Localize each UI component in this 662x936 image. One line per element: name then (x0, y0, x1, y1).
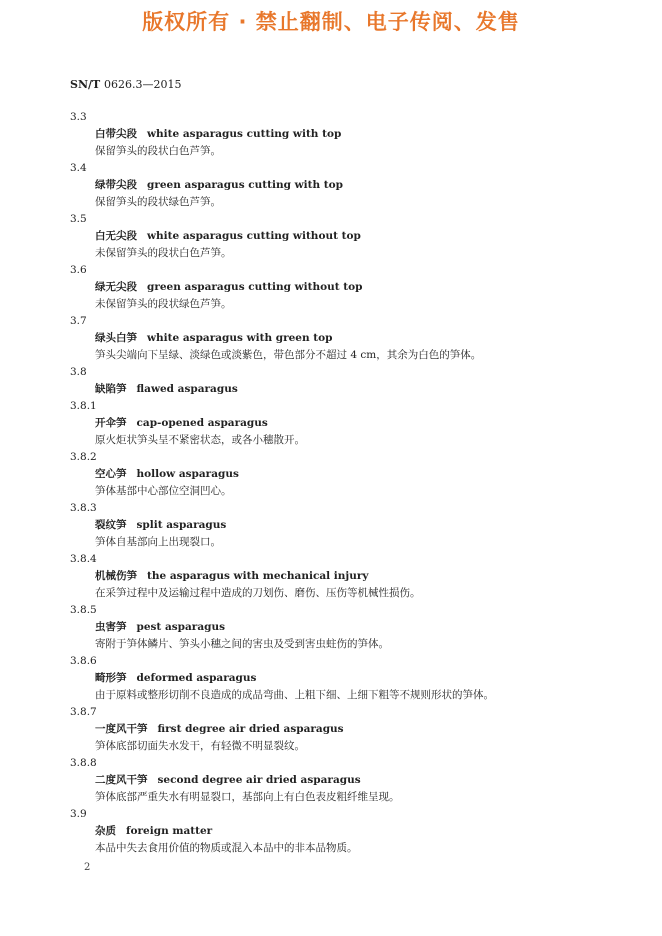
term-chinese: 一度风干笋 (95, 723, 148, 735)
term-english: deformed asparagus (136, 672, 257, 684)
term-number: 3.4 (70, 162, 87, 174)
term-heading (95, 772, 630, 789)
term-heading (95, 823, 630, 840)
term-english: white asparagus cutting with top (147, 128, 342, 140)
term-definition: 笋体底部切面失水发干，有轻微不明显裂纹。 (95, 740, 305, 752)
term-entry (70, 364, 630, 398)
term-english: white asparagus cutting without top (147, 230, 361, 242)
term-chinese: 杂质 (95, 825, 116, 837)
term-definition: 未保留笋头的段状绿色芦笋。 (95, 298, 232, 310)
term-chinese: 空心笋 (95, 468, 127, 480)
term-heading (95, 619, 630, 636)
term-heading (95, 721, 630, 738)
term-entry (70, 755, 630, 806)
term-chinese: 白带尖段 (95, 128, 137, 140)
term-entry (70, 109, 630, 160)
term-chinese: 畸形笋 (95, 672, 127, 684)
term-heading (95, 568, 630, 585)
term-number: 3.7 (70, 315, 87, 327)
terms-list (70, 109, 630, 857)
term-english: green asparagus cutting without top (147, 281, 363, 293)
term-number: 3.9 (70, 808, 87, 820)
term-definition: 笋体基部中心部位空洞凹心。 (95, 485, 232, 497)
term-definition: 笋体底部严重失水有明显裂口，基部向上有白色表皮粗纤维呈现。 (95, 791, 400, 803)
term-chinese: 二度风干笋 (95, 774, 148, 786)
term-chinese: 开伞笋 (95, 417, 127, 429)
standard-number: 0626.3—2015 (104, 78, 182, 91)
term-number: 3.8 (70, 366, 87, 378)
term-definition: 在采笋过程中及运输过程中造成的刀划伤、磨伤、压伤等机械性损伤。 (95, 587, 421, 599)
term-entry (70, 704, 630, 755)
term-chinese: 机械伤笋 (95, 570, 137, 582)
term-chinese: 绿无尖段 (95, 281, 137, 293)
term-chinese: 虫害笋 (95, 621, 127, 633)
term-chinese: 白无尖段 (95, 230, 137, 242)
term-definition: 保留笋头的段状绿色芦笋。 (95, 196, 221, 208)
term-heading (95, 466, 630, 483)
term-number: 3.8.5 (70, 604, 97, 616)
term-english: hollow asparagus (136, 468, 239, 480)
term-definition: 寄附于笋体鳞片、笋头小穗之间的害虫及受到害虫蛀伤的笋体。 (95, 638, 389, 650)
term-english: cap-opened asparagus (136, 417, 268, 429)
term-english: foreign matter (126, 825, 213, 837)
term-entry (70, 449, 630, 500)
term-definition: 由于原料或整形切削不良造成的成品弯曲、上粗下细、上细下粗等不规则形状的笋体。 (95, 689, 494, 701)
term-entry (70, 653, 630, 704)
term-english: pest asparagus (136, 621, 226, 633)
term-entry (70, 398, 630, 449)
term-english: white asparagus with green top (147, 332, 333, 344)
term-entry (70, 313, 630, 364)
term-number: 3.3 (70, 111, 87, 123)
term-entry (70, 602, 630, 653)
term-heading (95, 415, 630, 432)
term-chinese: 绿带尖段 (95, 179, 137, 191)
copyright-watermark: 版权所有 · 禁止翻制、电子传阅、发售 (142, 10, 520, 34)
term-entry (70, 160, 630, 211)
term-heading (95, 228, 630, 245)
standard-code-header (70, 78, 182, 91)
term-entry (70, 551, 630, 602)
term-heading (95, 126, 630, 143)
term-chinese: 绿头白笋 (95, 332, 137, 344)
term-chinese: 裂纹笋 (95, 519, 127, 531)
term-heading (95, 517, 630, 534)
term-english: the asparagus with mechanical injury (147, 570, 369, 582)
term-definition: 本品中失去食用价值的物质或混入本品中的非本品物质。 (95, 842, 358, 854)
term-definition: 未保留笋头的段状白色芦笋。 (95, 247, 232, 259)
term-definition: 笋体自基部向上出现裂口。 (95, 536, 221, 548)
page-number: 2 (84, 862, 91, 873)
term-entry (70, 211, 630, 262)
term-number: 3.8.3 (70, 502, 97, 514)
term-heading (95, 177, 630, 194)
term-definition: 原火炬状笋头呈不紧密状态，或各小穗散开。 (95, 434, 305, 446)
term-definition: 笋头尖端向下呈绿、淡绿色或淡紫色，带色部分不超过 4 cm，其余为白色的笋体。 (95, 349, 482, 361)
term-entry (70, 262, 630, 313)
term-number: 3.6 (70, 264, 87, 276)
term-english: first degree air dried asparagus (157, 723, 344, 735)
term-heading (95, 279, 630, 296)
term-english: flawed asparagus (136, 383, 238, 395)
term-entry (70, 500, 630, 551)
term-number: 3.8.6 (70, 655, 97, 667)
term-heading (95, 330, 630, 347)
term-number: 3.8.2 (70, 451, 97, 463)
term-number: 3.8.4 (70, 553, 97, 565)
term-chinese: 缺陷笋 (95, 383, 127, 395)
standard-code: SN/T (70, 78, 101, 91)
term-english: green asparagus cutting with top (147, 179, 343, 191)
term-number: 3.8.1 (70, 400, 97, 412)
term-entry (70, 806, 630, 857)
term-heading (95, 670, 630, 687)
term-english: second degree air dried asparagus (157, 774, 361, 786)
term-english: split asparagus (136, 519, 227, 531)
term-definition: 保留笋头的段状白色芦笋。 (95, 145, 221, 157)
term-heading (95, 381, 630, 398)
term-number: 3.8.7 (70, 706, 97, 718)
term-number: 3.8.8 (70, 757, 97, 769)
term-number: 3.5 (70, 213, 87, 225)
